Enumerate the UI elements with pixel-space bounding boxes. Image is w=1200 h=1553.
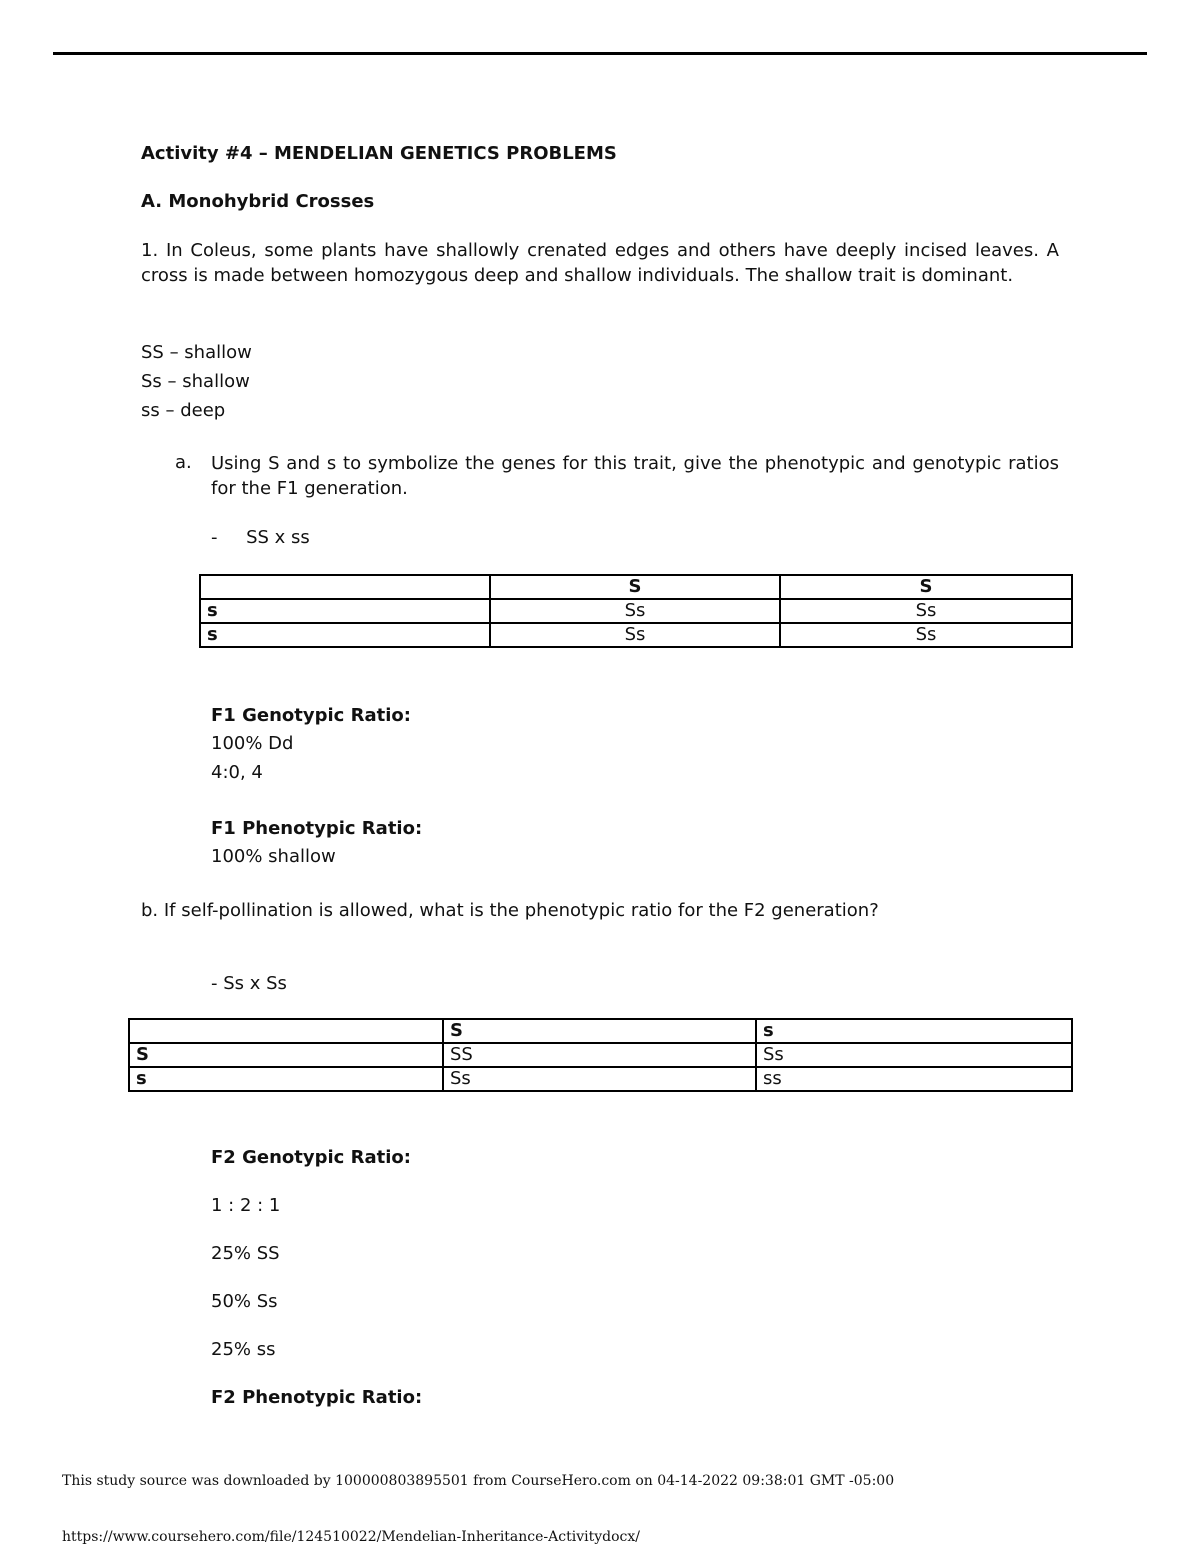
genotype-cell: Ss xyxy=(756,1043,1072,1067)
table-header-row xyxy=(129,1019,1072,1043)
f1-phenotypic-value: 100% shallow xyxy=(211,846,336,867)
f1-genotypic-value: 100% Dd xyxy=(211,733,294,754)
section-heading: A. Monohybrid Crosses xyxy=(141,191,375,212)
f1-genotypic-value: 4:0, 4 xyxy=(211,762,263,783)
page-title: Activity #4 – MENDELIAN GENETICS PROBLEMS xyxy=(141,143,617,164)
genotype-key-item: Ss – shallow xyxy=(141,371,250,392)
genotype-key-item: SS – shallow xyxy=(141,342,252,363)
genotype-cell: SS xyxy=(443,1043,756,1067)
f2-phenotypic-label: F2 Phenotypic Ratio: xyxy=(211,1387,423,1408)
allele-row-header: S xyxy=(129,1043,443,1067)
part-a-question: Using S and s to symbolize the genes for this trait, give the phenotypic and genotypic ratios for the F1 generation. xyxy=(211,453,1059,499)
top-rule xyxy=(53,52,1147,55)
download-notice: This study source was downloaded by 100000803895501 from CourseHero.com on 04-14-2022 09:38:01 GMT -05:00 xyxy=(62,1473,895,1489)
f2-cross: - Ss x Ss xyxy=(211,973,287,994)
genotype-cell: Ss xyxy=(443,1067,756,1091)
allele-header-cell: S xyxy=(780,575,1072,599)
f1-cross: - SS x ss xyxy=(211,527,310,548)
f1-genotypic-label: F1 Genotypic Ratio: xyxy=(211,705,411,726)
table-row xyxy=(200,623,1072,647)
allele-row-header: s xyxy=(200,623,490,647)
source-url[interactable]: https://www.coursehero.com/file/124510022/Mendelian-Inheritance-Activitydocx/ xyxy=(62,1529,640,1545)
f2-punnett-square xyxy=(128,1018,1073,1092)
genotype-cell: Ss xyxy=(490,623,780,647)
table-corner-cell xyxy=(129,1019,443,1043)
genotype-cell: Ss xyxy=(490,599,780,623)
table-row xyxy=(129,1043,1072,1067)
problem-1-text: 1. In Coleus, some plants have shallowly crenated edges and others have deeply incised leaves. A cross is made between homozygous deep and shallow individuals. The shallow trait is dominant. xyxy=(141,240,1059,286)
f2-genotypic-value: 25% ss xyxy=(211,1339,276,1360)
f2-genotypic-value: 1 : 2 : 1 xyxy=(211,1195,281,1216)
f2-genotypic-value: 25% SS xyxy=(211,1243,280,1264)
allele-row-header: s xyxy=(129,1067,443,1091)
table-row xyxy=(200,599,1072,623)
genotype-cell: Ss xyxy=(780,623,1072,647)
f2-genotypic-label: F2 Genotypic Ratio: xyxy=(211,1147,411,1168)
f1-phenotypic-label: F1 Phenotypic Ratio: xyxy=(211,818,423,839)
allele-row-header: s xyxy=(200,599,490,623)
table-header-row xyxy=(200,575,1072,599)
table-corner-cell xyxy=(200,575,490,599)
f2-genotypic-value: 50% Ss xyxy=(211,1291,278,1312)
allele-header-cell: s xyxy=(756,1019,1072,1043)
allele-header-cell: S xyxy=(443,1019,756,1043)
part-a-marker: a. xyxy=(175,452,192,473)
part-b-question: b. If self-pollination is allowed, what is the phenotypic ratio for the F2 generation? xyxy=(141,900,879,921)
table-row xyxy=(129,1067,1072,1091)
genotype-cell: ss xyxy=(756,1067,1072,1091)
genotype-cell: Ss xyxy=(780,599,1072,623)
f1-punnett-square xyxy=(199,574,1073,648)
genotype-key-item: ss – deep xyxy=(141,400,226,421)
allele-header-cell: S xyxy=(490,575,780,599)
